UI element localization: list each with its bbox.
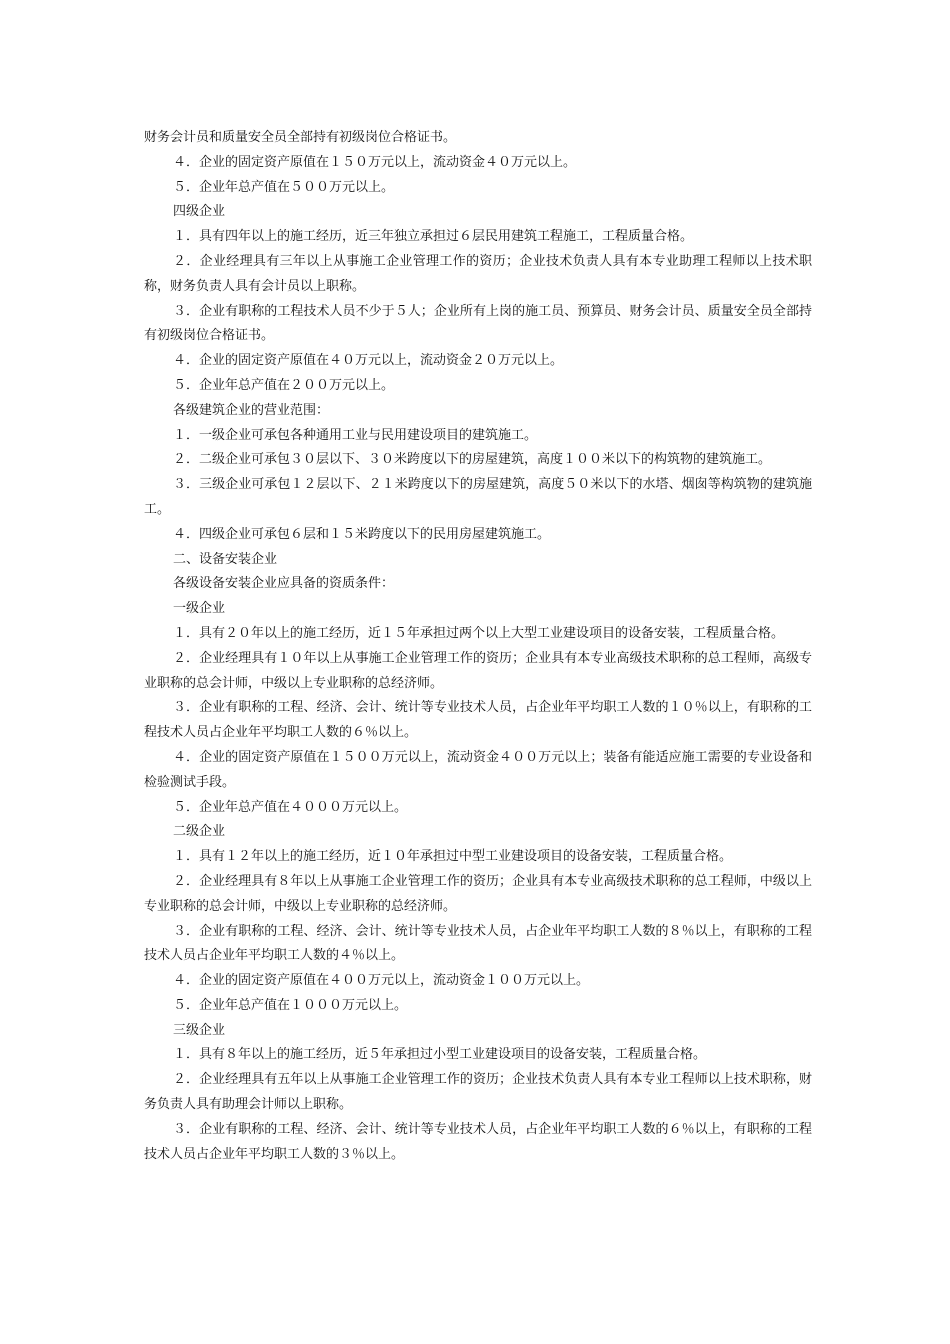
document-paragraph: ３．企业有职称的工程、经济、会计、统计等专业技术人员，占企业年平均职工人数的８％以上，有职称的工程技术人员占企业年平均职工人数的４％以上。 [144, 923, 812, 964]
document-paragraph: ３．企业有职称的工程、经济、会计、统计等专业技术人员，占企业年平均职工人数的１０％以上，有职称的工程技术人员占企业年平均职工人数的６％以上。 [144, 700, 812, 741]
document-paragraph: １．一级企业可承包各种通用工业与民用建设项目的建筑施工。 [173, 427, 538, 443]
document-paragraph: ３．三级企业可承包１２层以下、２１米跨度以下的房屋建筑，高度５０米以下的水塔、烟囱等构筑物的建筑施工。 [144, 477, 812, 517]
document-paragraph: 二级企业 [173, 824, 226, 840]
document-paragraph: ４．企业的固定资产原值在４００万元以上，流动资金１００万元以上。 [173, 973, 590, 989]
document-paragraph: ５．企业年总产值在２００万元以上。 [173, 377, 395, 393]
document-paragraph: ２．企业经理具有五年以上从事施工企业管理工作的资历；企业技术负责人具有本专业工程师以上技术职称，财务负责人具有助理会计师以上职称。 [144, 1072, 812, 1113]
document-paragraph: ２．企业经理具有８年以上从事施工企业管理工作的资历；企业具有本专业高级技术职称的总工程师，中级以上专业职称的总会计师，中级以上专业职称的总经济师。 [144, 873, 812, 914]
document-paragraph: １．具有８年以上的施工经历，近５年承担过小型工业建设项目的设备安装，工程质量合格。 [173, 1047, 707, 1063]
document-paragraph: 财务会计员和质量安全员全部持有初级岗位合格证书。 [144, 130, 457, 145]
document-paragraph: １．具有四年以上的施工经历，近三年独立承担过６层民用建筑工程施工，工程质量合格。 [173, 229, 694, 245]
document-paragraph: ４．企业的固定资产原值在１５０万元以上，流动资金４０万元以上。 [173, 154, 577, 170]
document-paragraph: １．具有１２年以上的施工经历，近１０年承担过中型工业建设项目的设备安装，工程质量合格。 [173, 849, 733, 865]
document-paragraph: 二、设备安装企业 [173, 551, 278, 567]
document-paragraph: ４．四级企业可承包６层和１５米跨度以下的民用房屋建筑施工。 [173, 526, 551, 542]
document-paragraph: ４．企业的固定资产原值在４０万元以上，流动资金２０万元以上。 [173, 353, 564, 369]
document-paragraph: １．具有２０年以上的施工经历，近１５年承担过两个以上大型工业建设项目的设备安装，工程质量合格。 [173, 625, 785, 641]
document-paragraph: ３．企业有职称的工程技术人员不少于５人；企业所有上岗的施工员、预算员、财务会计员、质量安全员全部持有初级岗位合格证书。 [144, 303, 812, 344]
document-paragraph: ２．二级企业可承包３０层以下、３０米跨度以下的房屋建筑，高度１００米以下的构筑物的建筑施工。 [173, 452, 772, 468]
document-body [144, 126, 812, 1167]
document-paragraph: ２．企业经理具有１０年以上从事施工企业管理工作的资历；企业具有本专业高级技术职称的总工程师，高级专业职称的总会计师，中级以上专业职称的总经济师。 [144, 650, 812, 691]
document-paragraph: ２．企业经理具有三年以上从事施工企业管理工作的资历；企业技术负责人具有本专业助理工程师以上技术职称，财务负责人具有会计员以上职称。 [144, 253, 812, 294]
document-paragraph: ３．企业有职称的工程、经济、会计、统计等专业技术人员，占企业年平均职工人数的６％以上，有职称的工程技术人员占企业年平均职工人数的３％以上。 [144, 1121, 812, 1162]
document-paragraph: 各级设备安装企业应具备的资质条件： [173, 576, 395, 592]
document-paragraph: 三级企业 [173, 1022, 226, 1038]
document-paragraph: 四级企业 [173, 204, 226, 220]
document-paragraph: ５．企业年总产值在１０００万元以上。 [173, 997, 408, 1013]
document-paragraph: ５．企业年总产值在５００万元以上。 [173, 179, 395, 195]
document-paragraph: 一级企业 [173, 601, 226, 617]
document-paragraph: 各级建筑企业的营业范围： [173, 402, 330, 418]
document-paragraph: ５．企业年总产值在４０００万元以上。 [173, 799, 408, 815]
document-paragraph: ４．企业的固定资产原值在１５００万元以上，流动资金４００万元以上；装备有能适应施工需要的专业设备和检验测试手段。 [144, 749, 812, 790]
